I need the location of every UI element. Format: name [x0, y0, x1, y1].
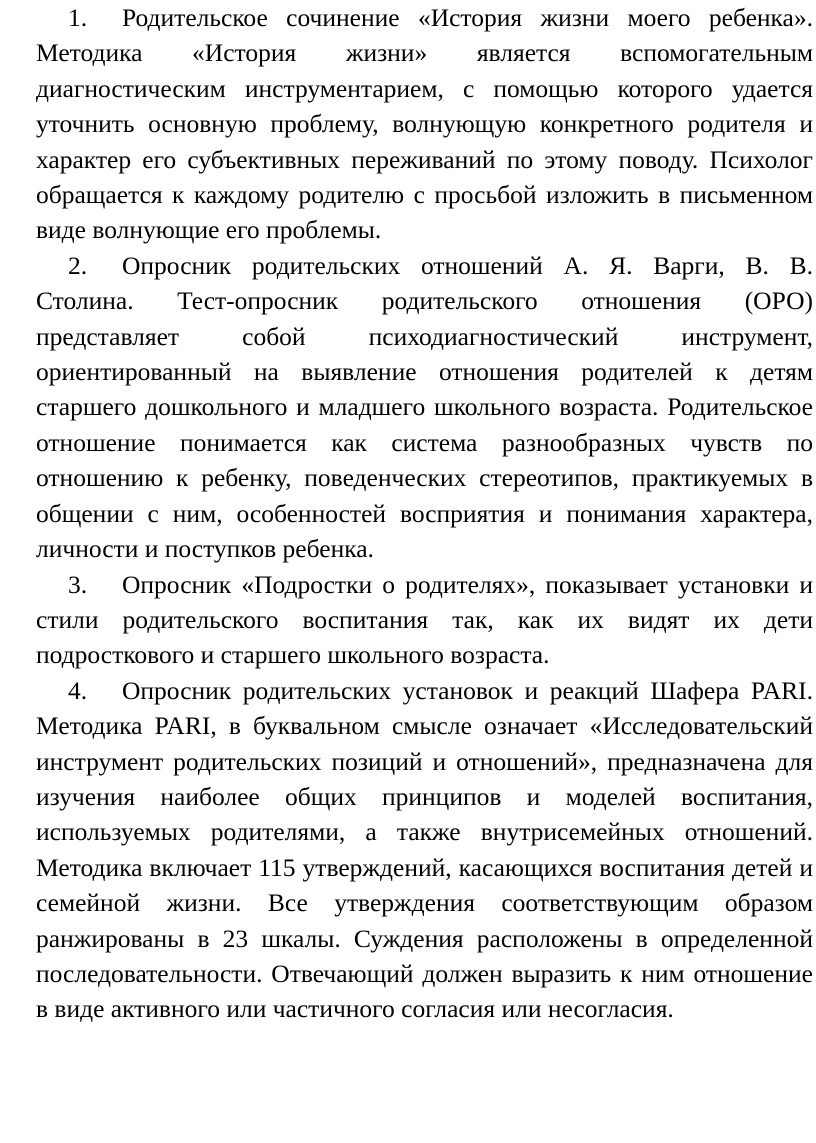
item-number: 3. — [68, 569, 88, 599]
item-text: Опросник родительских установок и реакций Шафера PARI. Методика PARI, в буквальном смысле означает «Исследовательский инструмент родительских позиций и отношений», предназначена для изучения наиболее общих принципов и моделей воспитания, используемых родителями, а также внутрисемейных отношений. Методика включает 115 утверждений, касающихся воспитания детей и семейной жизни. Все утверждения соответствующим образом ранжированы в 23 шкалы. Суждения расположены в определенной последовательности. Отвечающий должен выразить к ним отношение в виде активного или частичного согласия или несогласия. — [36, 675, 813, 1024]
list-item-1 — [36, 0, 813, 248]
item-text: Родительское сочинение «История жизни моего ребенка». Методика «История жизни» является вспомогательным диагностическим инструментарием, с помощью которого удается уточнить основную проблему, волнующую конкретного родителя и характер его субъективных переживаний по этому поводу. Психолог обращается к каждому родителю с просьбой изложить в письменном виде волнующие его проблемы. — [36, 3, 813, 245]
item-number: 2. — [68, 250, 88, 280]
item-number: 4. — [68, 675, 88, 705]
list-item-2 — [36, 248, 813, 567]
item-number: 1. — [68, 3, 88, 32]
list-item-4 — [36, 673, 813, 1027]
item-text: Опросник «Подростки о родителях», показывает установки и стили родительского воспитания так, как их видят их дети подросткового и старшего школьного возраста. — [36, 569, 813, 670]
document-page — [36, 0, 813, 1027]
list-item-3 — [36, 567, 813, 673]
item-text: Опросник родительских отношений А. Я. Варги, В. В. Столина. Тест-опросник родительского отношения (ОРО) представляет собой психодиагностический инструмент, ориентированный на выявление отношения родителей к детям старшего дошкольного и младшего школьного возраста. Родительское отношение понимается как система разнообразных чувств по отношению к ребенку, поведенческих стереотипов, практикуемых в общении с ним, особенностей восприятия и понимания характера, личности и поступков ребенка. — [36, 250, 813, 564]
